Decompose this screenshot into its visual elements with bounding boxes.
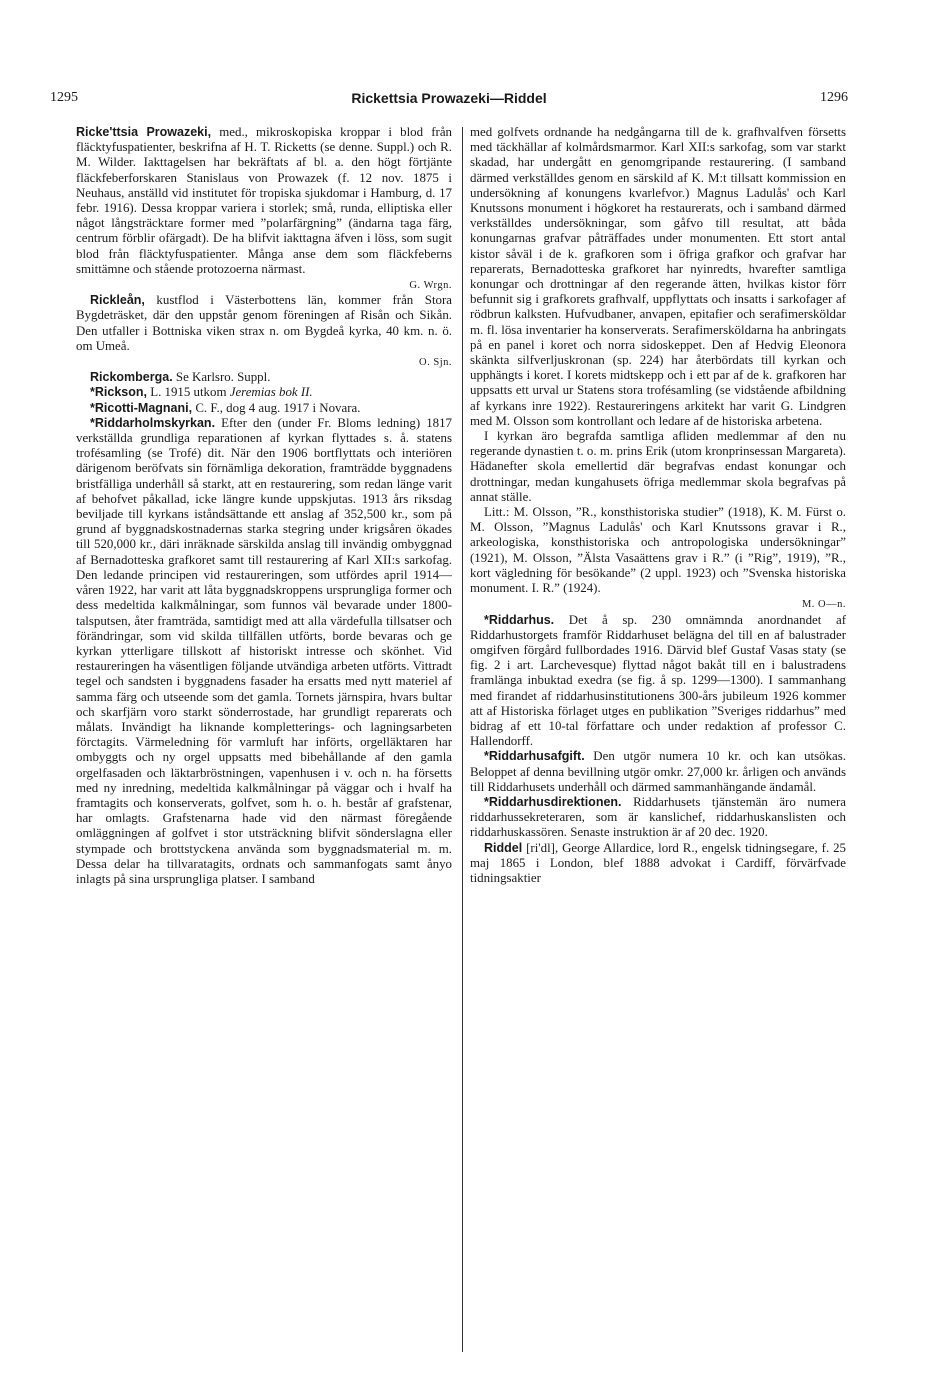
- column-divider: [462, 127, 463, 1352]
- headword: *Rickson,: [90, 385, 147, 400]
- entry-rickettsia: [76, 125, 452, 277]
- entry-text: med., mikroskopiska kroppar i blod från fläcktyfuspatienter, beskrifna af H. T. Ricketts (se denne. Suppl.) och R. M. Wilder. Iakttagelsen har bekräftats af bl. a. den högt förtjänte fläckfeberforskaren Stanislaus von Prowazek (f. 12 nov. 1875 i Neuhaus, anställd vid institutet för tropiska sjukdomar i Hamburg, d. 17 febr. 1916). Dessa kroppar variera i storlek; små, runda, elliptiska eller något långsträcktare former med ”polarfärgning” (ändarna taga färg, centrum förblir ofärgadt). De ha blifvit iakttagna äfven i löss, som sugit blod från fläcktyfuspatienter. Många anse dem som fläckfeberns smittämne och stående protozoerna närmast.: [76, 125, 452, 276]
- entry-ricotti: [76, 401, 452, 416]
- paragraph: I kyrkan äro begrafda samtliga afliden medlemmar af den nu regerande dynastien t. o. m. prins Erik (utom kronprinsessan Margareta). Hädanefter skola emellertid där begrafvas endast konungar och drottningar, medan kungahusets öfriga medlemmar skola begrafvas på annat ställe.: [470, 429, 846, 504]
- page-number-left: 1295: [50, 90, 78, 105]
- headword: Ricke'ttsia Prowazeki,: [76, 125, 212, 139]
- entry-rickson: [76, 385, 452, 400]
- signature: G. Wrgn.: [409, 280, 452, 292]
- right-column: [470, 125, 846, 1355]
- entry-riddarholmskyrkan: [76, 416, 452, 887]
- running-head: Rickettsia Prowazeki—Riddel: [351, 90, 547, 106]
- entry-rickelan: [76, 293, 452, 354]
- headword: Rickleån,: [90, 293, 145, 308]
- entry-text: L. 1915 utkom: [150, 385, 227, 400]
- left-column: [76, 125, 452, 1355]
- entry-text: Se Karlsro. Suppl.: [175, 370, 271, 385]
- entry-text: Riddarhusets tjänstemän äro numera riddarhussekreteraren, som är kanslichef, riddarhuskanslisten och riddarhuskassören. Senaste instruktion är af 20 dec. 1920.: [470, 794, 846, 840]
- headword: *Riddarhusdirektionen.: [484, 794, 622, 809]
- signature: O. Sjn.: [419, 357, 452, 369]
- page-header: [50, 90, 848, 114]
- entry-text: [ri'dl], George Allardice, lord R., engelsk tidningsegare, f. 25 maj 1865 i London, blef 1888 advokat i Cardiff, förvärfvade tidningsaktier: [470, 840, 846, 885]
- signature: M. O—n.: [801, 599, 846, 611]
- entry-rickomberga: [76, 370, 452, 385]
- entry-riddarhusdirektionen: [470, 795, 846, 841]
- entry-riddarhusafgift: [470, 749, 846, 795]
- entry-riddarhus: [470, 613, 846, 750]
- headword: Riddel: [484, 840, 523, 855]
- headword: *Riddarhusafgift.: [484, 749, 585, 764]
- entry-continuation: med golfvets ordnande ha nedgångarna till de k. grafhvalfven försetts med täckhällar af kolmårdsmarmor. Karl XII:s sarkofag, som var starkt skadad, har undergått en genomgripande restaurering. (I samband därmed verkställdes genom en särskild af K. M:t tillsatt kommission en undersökning af konungens kvarlefvor.) Magnus Ladulås' och Karl Knutssons monument i högkoret ha restaurerats, och i samband därmed verkställdes undersökningar, som gåfvo till resultat, att båda konungarnas grafvar påträffades under monumenten. Ett stort antal kistor såväl i de k. grafkoren som i öfriga grafkor och grafvar har reparerats, Bernadotteska grafkoret har nyinredts, hvarefter samtliga konungar och drottningar af den regerande ätten, hvilkas kistor förr befunnit sig i grafkorets grafhvalf, uppflyttats och insatts i sarkofager af rödbrun kalksten. Hufvudbaner, anvapen, epitafier och serafimersköldar m. fl. lösa inventarier ha konserverats. Serafimersköldarna ha anbringats på en panel i koret och norra sidoskeppet. Den af Hedvig Eleonora skänkta silfverljuskronan (sp. 224) har återbördats till kyrkan och upphängts i koret. I korets midtskepp och i ett par af de k. grafkoren har uppsatts ett urval ur Statens stora trofésamling (se vidstående afbildning af kyrkans inre 1922). Restaureringens arkitekt har varit G. Lindgren med M. Olsson som kontrollant och ledare af de historiska arbetena.: [470, 125, 846, 428]
- literature: Litt.: M. Olsson, ”R., konsthistoriska studier” (1918), K. M. Fürst o. M. Olsson, ”Magnus Ladulås' och Karl Knutssons gravar i R., arkeologiska, konsthistoriska och antropologiska undersökningar” (1921), M. Olsson, ”Älsta Vasaättens grav i R.” (i ”Rig”, 1919), ”R., kort vägledning för besökande” (2 uppl. 1923) och ”Svenska historiska monument. I. R.” (1924).: [470, 505, 846, 596]
- headword: *Ricotti-Magnani,: [90, 400, 193, 415]
- page-number-right: 1296: [820, 90, 848, 105]
- entry-text: kustflod i Västerbottens län, kommer från Stora Bygdeträsket, där den uppstår genom föreningen af Risån och Sikån. Den utfaller i Bottniska viken strax n. om Bygdeå kyrka, 40 km. n. ö. om Umeå.: [76, 293, 452, 353]
- headword: *Riddarholmskyrkan.: [90, 415, 216, 430]
- entry-riddel: [470, 841, 846, 887]
- headword: Rickomberga.: [90, 370, 173, 385]
- entry-text: C. F., dog 4 aug. 1917 i Novara.: [195, 400, 361, 415]
- headword: *Riddarhus.: [484, 612, 555, 627]
- entry-text: Det å sp. 230 omnämnda anordnandet af Riddarhustorgets framför Riddarhuset belägna del till en af balustrader omgifven förgård fullbordades 1916. Därvid blef Gustaf Vasas staty (se fig. 2 i art. Larchevesque) flyttad något bakåt till en i balustradens framlänga inbuktad exedra (se fig. å sp. 1299—1300). I sammanhang med firandet af riddarhusinstitutionens 300-års jubileum 1926 kommer att af Historiska förlaget utges en publikation ”Sveriges riddarhus” med bidrag af ett 10-tal författare och under redaktion af professor C. Hallendorff.: [470, 612, 846, 749]
- entry-text: Efter den (under Fr. Bloms ledning) 1817 verkställda grundliga reparationen af kyrkan flyttades s. å. statens trofésamling (se Trofé) dit. När den 1906 bortflyttats och interiören därigenom beröfvats sin förnämliga dekoration, framträdde byggnadens bristfälliga underhåll så starkt, att en restaurering, som redan länge varit af behofvet påkallad, icke längre kunde uppskjutas. 1913 års riksdag beviljade till kyrkans iståndsättande ett anslag af 352,500 kr., som på grund af byggnadskostnadernas starka stegring under krigsåren ökades till 520,000 kr., däri inräknade särskilda anslag till invändig ombyggnad af Bernadotteska grafkoret samt till restaurering af Karl XII:s sarkofag. Den ledande principen vid restaureringen, som utfördes april 1914—våren 1922, har varit att låta byggnadskroppens ursprungliga former och dess medeltida kalkmålningar, som funnos väl bevarade under 1800-talsputsen, åter framträda, samtidigt med att alla värdefulla tillsatser och förändringar, som vid skilda tillfällen utförts, borde bevaras och ge kyrkan ytterligare tillskott af historiskt intresse och skönhet. Vid restaureringen ha väsentligen följande utvändiga arbeten utförts. Vittradt tegel och sandsten i byggnadens fasader ha ersatts med nytt materiel af samma färg och utseende som det gamla. Tornets järnspira, hvars bultar och skarfjärn voro starkt sönderrostade, har grundligt reparerats och målats. Invändigt ha liknande kompletterings- och lagningsarbeten förctagits. Värmeledning för varmluft har införts, orgelläktaren har ombyggts och ny orgel uppsatts med bibehållande af den gamla orgelfasaden och läktarbröstningen, vapenhusen i v. och n. ha försetts med ny inredning, medeltida kalkmålningar på väggar och i hvalf ha framtagits och konserverats, golfvet, som h. o. h. består af grafstenar, har omlagts. Grafstenarna hade vid den närmast föregående omläggningen af golfvet i stor utsträckning blifvit sönderslagna eller stympade och brottstyckena använda som byggnadsmaterial m. m. Dessa delar ha tillvaratagits, ordnats och sammanfogats samt ånyo inlagts på sina ursprungliga platser. I samband: [76, 415, 452, 886]
- work-title: Jeremias bok II.: [229, 385, 313, 400]
- entry-text: Den utgör numera 10 kr. och kan utsökas. Beloppet af denna bevillning utgör omkr. 27,000 kr. årligen och används till Riddarhusets underhåll och därmed sammanhängande ändamål.: [470, 749, 846, 794]
